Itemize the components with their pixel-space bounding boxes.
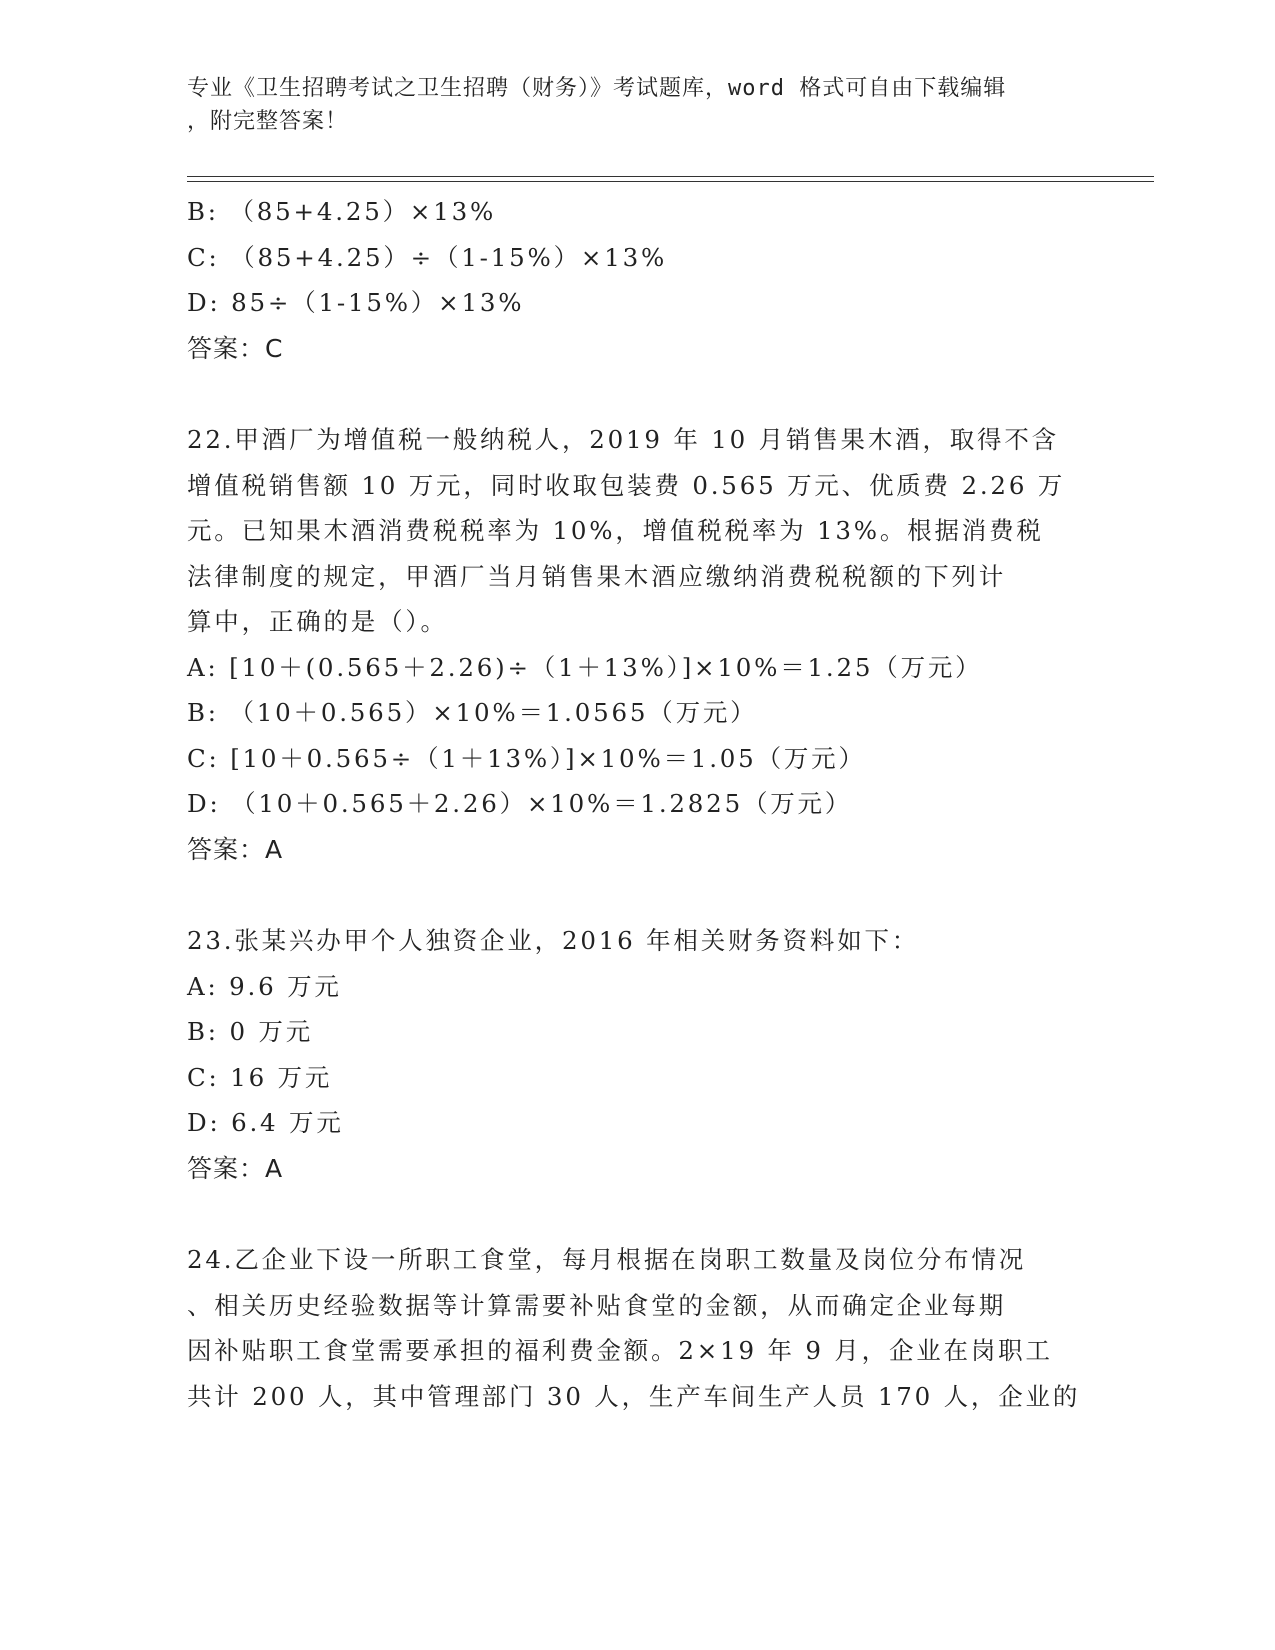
q21-option-d: D: 85÷（1-15%）×13% — [187, 288, 525, 317]
q22-option-a: A: [10＋(0.565＋2.26)÷（1＋13%）]×10%＝1.25（万元） — [187, 652, 983, 682]
q21-option-b: B: （85+4.25）×13% — [187, 197, 497, 226]
spacer — [187, 371, 1087, 417]
question-content — [187, 189, 1087, 1419]
q22-answer: 答案：A — [187, 834, 284, 864]
question-23 — [187, 918, 1087, 1191]
q22-stem-line: 元。已知果木酒消费税税率为 10%，增值税税率为 13%。根据消费税 — [187, 516, 1044, 545]
document-header — [187, 72, 1087, 138]
q21-answer: 答案：C — [187, 333, 284, 363]
header-divider-top — [187, 176, 1154, 177]
header-title-line-1: 专业《卫生招聘考试之卫生招聘（财务）》考试题库，word 格式可自由下载编辑 — [187, 76, 1007, 101]
q22-stem-line: 增值税销售额 10 万元，同时收取包装费 0.565 万元、优质费 2.26 万 — [187, 470, 1066, 500]
question-22 — [187, 417, 1087, 872]
q23-option-a: A: 9.6 万元 — [187, 971, 342, 1001]
q24-stem-line: 共计 200 人，其中管理部门 30 人，生产车间生产人员 170 人，企业的 — [187, 1381, 1081, 1411]
q24-stem-line: 因补贴职工食堂需要承担的福利费金额。2×19 年 9 月，企业在岗职工 — [187, 1336, 1053, 1365]
q22-stem-line: 算中，正确的是（）。 — [187, 607, 448, 636]
q24-stem-line: 24.乙企业下设一所职工食堂，每月根据在岗职工数量及岗位分布情况 — [187, 1245, 1027, 1274]
q22-option-b: B: （10＋0.565）×10%＝1.0565（万元） — [187, 698, 758, 727]
q22-stem-line: 法律制度的规定，甲酒厂当月销售果木酒应缴纳消费税税额的下列计 — [187, 561, 1006, 591]
question-24 — [187, 1237, 1087, 1419]
header-divider-bottom — [187, 181, 1154, 182]
q23-option-c: C: 16 万元 — [187, 1062, 333, 1092]
q23-stem: 23.张某兴办甲个人独资企业，2016 年相关财务资料如下： — [187, 926, 920, 955]
q23-option-b: B: 0 万元 — [187, 1017, 314, 1046]
q22-option-d: D: （10＋0.565＋2.26）×10%＝1.2825（万元） — [187, 789, 853, 818]
q23-option-d: D: 6.4 万元 — [187, 1108, 344, 1137]
q22-stem-line: 22.甲酒厂为增值税一般纳税人，2019 年 10 月销售果木酒，取得不含 — [187, 425, 1059, 454]
q22-option-c: C: [10＋0.565÷（1＋13%）]×10%＝1.05（万元） — [187, 743, 866, 773]
spacer — [187, 1191, 1087, 1237]
q24-stem-line: 、相关历史经验数据等计算需要补贴食堂的金额，从而确定企业每期 — [187, 1290, 1006, 1320]
q23-answer: 答案：A — [187, 1153, 284, 1183]
q21-option-c: C: （85+4.25）÷（1-15%）×13% — [187, 242, 668, 272]
spacer — [187, 872, 1087, 918]
header-title-line-2: ，附完整答案！ — [187, 109, 349, 134]
question-21 — [187, 189, 1087, 371]
